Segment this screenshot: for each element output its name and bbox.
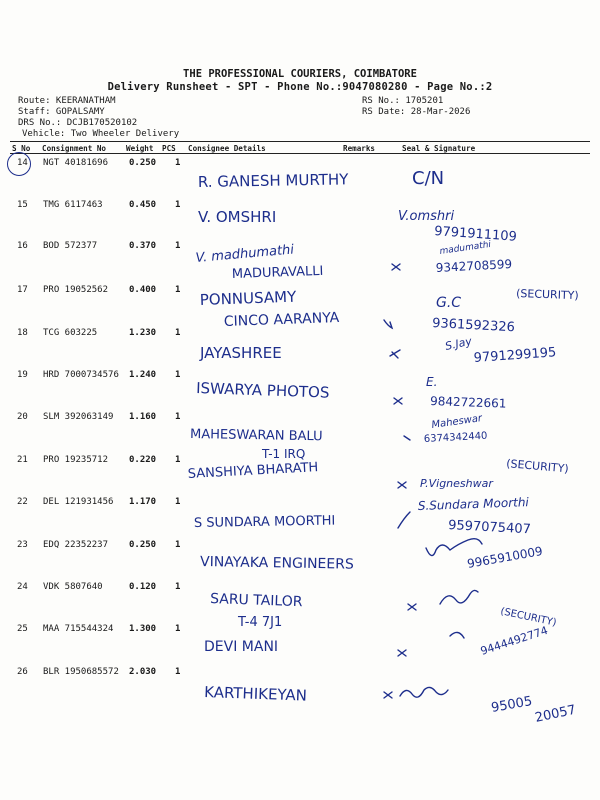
- row-sno: 25: [17, 624, 28, 634]
- route-label: Route: KEERANATHAM: [18, 96, 116, 106]
- row-pcs: 1: [175, 285, 181, 295]
- row-pcs: 1: [175, 370, 181, 380]
- signature-stroke: [440, 590, 478, 604]
- row-consignment: PRO 19052562: [43, 285, 109, 295]
- col-header-consignee: Consignee Details: [188, 144, 266, 153]
- tick-mark: [394, 398, 402, 404]
- hw-consignee: SANSHIYA BHARATH: [187, 460, 319, 482]
- staff-label: Staff: GOPALSAMY: [18, 107, 105, 117]
- signature-stroke: [426, 539, 482, 556]
- signature-stroke: [400, 687, 448, 697]
- hw-signature: (SECURITY): [499, 606, 558, 629]
- row-pcs: 1: [175, 667, 181, 677]
- row-sno: 17: [17, 285, 28, 295]
- row-pcs: 1: [175, 582, 181, 592]
- rs-date: RS Date: 28-Mar-2026: [362, 107, 471, 117]
- row-sno: 26: [17, 667, 28, 677]
- row-weight: 0.450: [129, 200, 157, 210]
- tick-mark: [384, 692, 392, 698]
- row-consignment: EDQ 22352237: [43, 540, 109, 550]
- row-pcs: 1: [175, 455, 181, 465]
- hw-consignee: VINAYAKA ENGINEERS: [199, 554, 354, 573]
- hw-consignee: S SUNDARA MOORTHI: [193, 513, 336, 531]
- row-consignment: VDK 5807640: [43, 582, 103, 592]
- row-consignment: MAA 715544324: [43, 624, 114, 634]
- row-weight: 0.370: [129, 241, 157, 251]
- row-weight: 0.120: [129, 582, 157, 592]
- hw-signature: (SECURITY): [515, 287, 579, 303]
- hw-signature: 9791299195: [473, 345, 557, 366]
- col-header-remarks: Remarks: [343, 144, 376, 153]
- row-weight: 1.240: [129, 370, 157, 380]
- hw-consignee: V. OMSHRI: [198, 208, 277, 226]
- document-subtitle: Delivery Runsheet - SPT - Phone No.:9047080280 - Page No.:2: [107, 81, 493, 93]
- tick-mark: [408, 604, 416, 610]
- row-sno: 20: [17, 412, 28, 422]
- row-sno: 21: [17, 455, 28, 465]
- hw-consignee: T-1 IRQ: [262, 447, 306, 461]
- hw-signature: 9342708599: [435, 257, 513, 275]
- row-consignment: BLR 1950685572: [43, 667, 119, 677]
- hw-consignee: MADURAVALLI: [231, 263, 324, 282]
- row-weight: 0.250: [129, 540, 157, 550]
- row-pcs: 1: [175, 540, 181, 550]
- hw-signature: 9444492774: [478, 623, 550, 658]
- row-sno: 15: [17, 200, 28, 210]
- hw-signature: 95005: [490, 693, 534, 716]
- hw-consignee: T-4 7J1: [238, 615, 283, 630]
- hw-signature: madumathi: [439, 239, 492, 257]
- row-pcs: 1: [175, 200, 181, 210]
- tick-mark: [392, 264, 400, 270]
- hw-signature: 9965910009: [466, 543, 544, 571]
- hw-consignee: R. GANESH MURTHY: [197, 170, 349, 191]
- row-sno: 22: [17, 497, 28, 507]
- hw-signature: G.C: [436, 295, 462, 311]
- drs-number: DRS No.: DCJB170520102: [18, 118, 138, 128]
- row-consignment: TMG 6117463: [43, 200, 103, 210]
- hw-signature: V.omshri: [398, 209, 455, 224]
- vehicle-label: Vehicle: Two Wheeler Delivery: [22, 129, 180, 139]
- hw-signature: 20057: [533, 702, 578, 726]
- row-weight: 0.220: [129, 455, 157, 465]
- hw-signature: 9361592326: [431, 316, 516, 336]
- hw-consignee: CINCO AARANYA: [223, 309, 340, 330]
- col-header-consignment: Consignment No: [42, 144, 107, 153]
- hw-consignee: SARU TAILOR: [209, 591, 303, 611]
- row-weight: 1.230: [129, 328, 157, 338]
- row-consignment: TCG 603225: [43, 328, 98, 338]
- row-consignment: BOD 572377: [43, 241, 98, 251]
- hw-consignee: MAHESWARAN BALU: [189, 427, 323, 445]
- row-sno: 14: [17, 158, 28, 168]
- row-sno: 16: [17, 241, 28, 251]
- hw-signature: 9791911109: [433, 224, 518, 245]
- row-pcs: 1: [175, 158, 181, 168]
- row-pcs: 1: [175, 241, 181, 251]
- row-weight: 1.160: [129, 412, 157, 422]
- signature-stroke: [450, 632, 464, 638]
- hw-signature: S.Jay: [443, 334, 474, 353]
- document-title: THE PROFESSIONAL COURIERS, COIMBATORE: [183, 68, 417, 80]
- tick-mark: [390, 350, 400, 358]
- tick-mark: [398, 512, 410, 528]
- row-sno: 23: [17, 540, 28, 550]
- row-sno: 19: [17, 370, 28, 380]
- row-weight: 1.300: [129, 624, 157, 634]
- row-pcs: 1: [175, 412, 181, 422]
- row-pcs: 1: [175, 624, 181, 634]
- row-weight: 1.170: [129, 497, 157, 507]
- tick-mark: [404, 436, 410, 440]
- hw-signature: 9597075407: [447, 518, 532, 538]
- col-header-seal: Seal & Signature: [402, 144, 476, 153]
- hw-signature: Maheswar: [430, 412, 483, 431]
- row-weight: 2.030: [129, 667, 157, 677]
- tick-mark: [398, 482, 406, 488]
- tick-mark: [398, 650, 406, 656]
- hw-signature: 6374342440: [423, 430, 488, 445]
- row-sno: 24: [17, 582, 28, 592]
- hw-signature: E.: [426, 375, 438, 389]
- hw-consignee: DEVI MANI: [204, 639, 279, 655]
- row-pcs: 1: [175, 328, 181, 338]
- hw-signature: C/N: [412, 168, 445, 189]
- hw-consignee: KARTHIKEYAN: [203, 683, 308, 705]
- hw-signature: 9842722661: [429, 394, 507, 411]
- row-weight: 0.250: [129, 158, 157, 168]
- row-consignment: DEL 121931456: [43, 497, 114, 507]
- rs-number: RS No.: 1705201: [362, 96, 444, 106]
- row-consignment: PRO 19235712: [43, 455, 109, 465]
- hw-signature: S.Sundara Moorthi: [417, 495, 529, 513]
- hw-consignee: JAYASHREE: [200, 344, 282, 362]
- row-consignment: NGT 40181696: [43, 158, 109, 168]
- tick-mark: [384, 320, 392, 328]
- hw-signature: P.Vigneshwar: [420, 477, 493, 490]
- col-header-sno: S No: [12, 144, 31, 153]
- hw-consignee: PONNUSAMY: [199, 287, 297, 309]
- col-header-pcs: PCS: [162, 144, 176, 153]
- col-header-weight: Weight: [126, 144, 154, 153]
- row-consignment: HRD 7000734576: [43, 370, 119, 380]
- row-pcs: 1: [175, 497, 181, 507]
- row-sno: 18: [17, 328, 28, 338]
- hw-signature: (SECURITY): [505, 457, 570, 476]
- hw-consignee: V. madhumathi: [195, 242, 295, 266]
- row-weight: 0.400: [129, 285, 157, 295]
- row-consignment: SLM 392063149: [43, 412, 114, 422]
- hw-consignee: ISWARYA PHOTOS: [195, 379, 330, 402]
